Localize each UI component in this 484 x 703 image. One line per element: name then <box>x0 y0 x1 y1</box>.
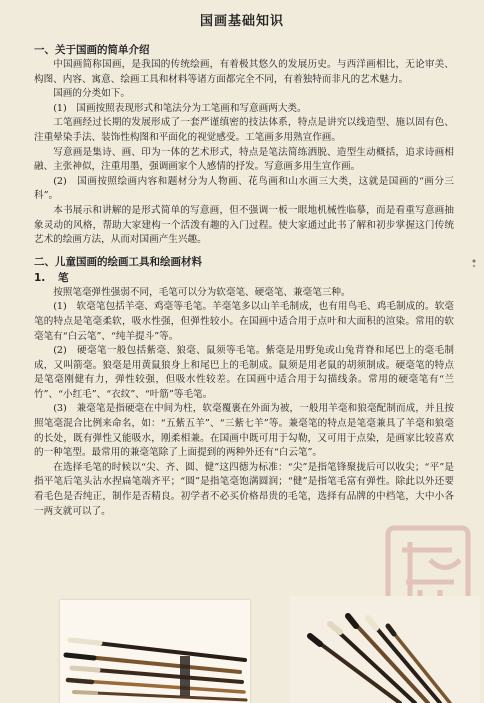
paragraph: (3) 兼毫笔是指硬毫在中间为柱，软毫覆裹在外面为被，一般用羊毫和狼毫配制而成，并且按照笔毫混合比例来命名，如：“五紫五羊”、“三紫七羊”等。兼毫笔的特点是笔毫兼具了羊毫和狼毫的长处，既有弹性又能吸水，刚柔相兼。在国画中既可用于勾勒，又可用于点染，是画家比较喜欢的一种笔型。最常用的兼毫笔除了上面提到的两种外还有“白云笔”。 <box>34 403 454 459</box>
paragraph: 在选择毛笔的时候以“尖、齐、圆、健”这四德为标准：“尖”是指笔锋聚拢后可以收尖；“平”是指平笔后笔头沾水捏扁笔端齐平；“圆”是指笔毫饱满圆润；“健”是指笔毛富有弹性。除此以外还要看毛色是否纯正，制作是否精良。初学者不必买价格昂贵的毛笔，选择有品牌的中档笔，大中小各一两支就可以了。 <box>34 461 454 517</box>
paragraph: 按照笔毫弹性强弱不同，毛笔可以分为软毫笔、硬毫笔、兼毫笔三种。 <box>53 286 351 298</box>
paragraph: 本书展示和讲解的是形式简单的写意画，但不强调一板一眼地机械性临摹，而是看重写意画抽象灵动的风格，帮助大家建构一个活泼有趣的入门过程。使大家通过此书了解和初步掌握这门传统艺术的绘画方法，从而对国画产生兴趣。 <box>34 204 454 246</box>
subheading-label: 笔 <box>58 271 69 284</box>
paragraph: (1) 软毫笔包括羊毫、鸡毫等毛笔。羊毫笔多以山羊毛制成，也有用鸟毛、鸡毛制成的。软毫笔的特点是笔毫柔软，吸水性强，但弹性较小。在国画中适合用于点叶和大面积的渲染。常用的软毫笔有“白云笔”、“纯羊提斗”等。 <box>34 301 454 342</box>
paragraph: (2) 硬毫笔一般包括紫毫、狼毫、鼠须等毛笔。紫毫是用野兔或山兔背脊和尾巴上的毫毛制成，又叫箭毫。狼毫是用黄鼠狼身上和尾巴上的毛制成。鼠须是用老鼠的胡须制成。硬毫笔的特点是笔毫刚健有力，弹性较强，但吸水性较差。在国画中适合用于勾描线条。常用的硬毫笔有“兰竹”、“小红毛”、“衣纹”、“叶筋”等毛笔。 <box>34 345 454 400</box>
section-heading-intro: 一、关于国画的简单介绍 <box>34 44 150 56</box>
paragraph: (2) 国画按照绘画内容和题材分为人物画、花鸟画和山水画三大类，这就是国画的“画分三科”。 <box>34 175 454 202</box>
subheading-brush <box>34 270 454 285</box>
brushes-bundle-illustration <box>290 596 480 703</box>
main-content <box>34 40 454 519</box>
brushes-on-rest-illustration <box>60 600 250 703</box>
section-heading-tools: 二、儿童国画的绘画工具和绘画材料 <box>34 255 202 268</box>
margin-mark-icon <box>470 258 478 270</box>
subheading-number: 1. <box>34 271 46 284</box>
paragraph: 国画的分类如下。 <box>53 88 130 100</box>
page-title: 国画基础知识 <box>199 14 284 29</box>
paragraph: 写意画是集诗、画、印为一体的艺术形式，特点是笔法简练洒脱、造型生动概括，追求诗画相融、主张神似，注重用墨，强调画家个人感情的抒发。写意画多用生宣作画。 <box>34 146 454 173</box>
paragraph: 中国画简称国画，是我国的传统绘画，有着极其悠久的发展历史。与西洋画相比，无论审美、构图、内容、寓意、绘画工具和材料等诸方面都完全不同，有着独特而非凡的艺术魅力。 <box>34 59 454 85</box>
paragraph: 工笔画经过长期的发展形成了一套严谨缜密的技法体系，特点是讲究以线造型、施以固有色、注重晕染手法、装饰性构图和平面化的视觉感受。工笔画多用熟宣作画。 <box>34 117 454 143</box>
paragraph: (1) 国画按照表现形式和笔法分为工笔画和写意画两大类。 <box>53 102 307 114</box>
